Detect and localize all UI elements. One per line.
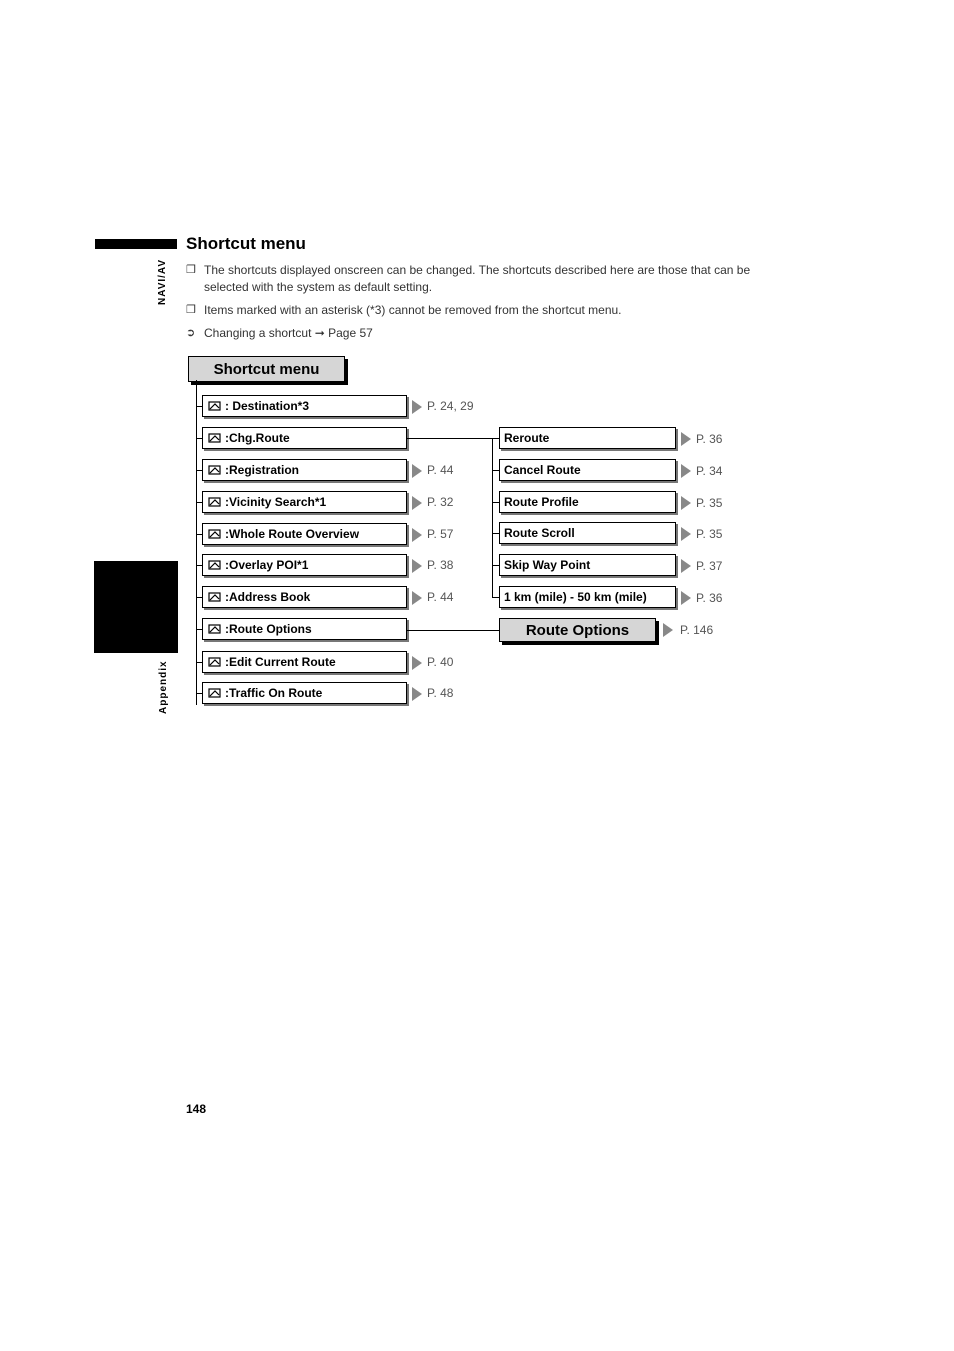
menu-item-label: :Chg.Route [225,431,290,445]
chg-route-icon [207,431,223,445]
ref-arrow [412,559,422,573]
note-bullet: ❒ [186,264,196,276]
page-ref: P. 44 [427,463,454,477]
tree-branch [492,565,499,566]
page-ref: P. 48 [427,686,454,700]
edit-route-icon [207,655,223,669]
connector-chg-route [407,438,493,439]
ref-arrow [681,527,691,541]
page-number: 148 [186,1102,207,1116]
ref-arrow [412,464,422,478]
ref-arrow [681,432,691,446]
menu-item [202,491,407,513]
note-text: Items marked with an asterisk (*3) cannot be removed from the shortcut menu. [204,303,622,317]
whole-route-icon [207,527,223,541]
menu-item [202,618,407,640]
tree-branch [492,470,499,471]
ref-arrow [412,656,422,670]
note-2 [186,302,766,319]
menu-item-label: :Traffic On Route [225,686,323,700]
ref-arrow [681,591,691,605]
submenu-item-label: Skip Way Point [504,558,591,572]
ref-arrow [412,496,422,510]
submenu-item [499,522,676,544]
menu-item-label: :Whole Route Overview [225,527,360,541]
page-ref: P. 32 [427,495,454,509]
page-ref: P. 57 [427,527,454,541]
ref-arrow [681,464,691,478]
submenu-item [499,491,676,513]
menu-item [202,651,407,673]
overlay-poi-icon [207,558,223,572]
side-label-navi: NAVI/AV [157,258,168,305]
submenu-item-label: Route Profile [504,495,579,509]
submenu-item [499,554,676,576]
submenu-item-label: Reroute [504,431,550,445]
submenu-item-label: Cancel Route [504,463,581,477]
note-bullet: ➲ [186,327,196,339]
menu-item [202,554,407,576]
vicinity-search-icon [207,495,223,509]
note-bullet: ❒ [186,304,196,316]
page-ref: P. 37 [696,559,723,573]
page-ref: P. 38 [427,558,454,572]
ref-arrow [681,559,691,573]
address-book-icon [207,590,223,604]
destination-icon [207,399,223,413]
submenu-item [499,427,676,449]
menu-item-label: : Destination*3 [225,399,310,413]
note-text: The shortcuts displayed onscreen can be changed. The shortcuts described here are those that can be selected with the system as default setting. [204,263,751,294]
route-options-box: Route Options [499,618,656,642]
connector-route-options [407,630,499,631]
tree-trunk-left [196,380,197,705]
tree-branch [492,502,499,503]
ref-arrow [412,528,422,542]
note-text: Changing a shortcut ➞ Page 57 [204,326,373,340]
side-block [94,561,178,653]
ref-arrow [412,591,422,605]
submenu-item [499,586,676,608]
ref-arrow [412,687,422,701]
menu-item [202,586,407,608]
route-options-ref: P. 146 [680,623,714,637]
page-title: Shortcut menu [186,234,306,253]
menu-item-label: :Overlay POI*1 [225,558,309,572]
page-ref: P. 35 [696,527,723,541]
submenu-item-label: 1 km (mile) - 50 km (mile) [504,590,647,604]
ref-arrow [412,400,422,414]
side-tab-bar [95,239,177,249]
tree-trunk-right [492,438,493,598]
page-ref: P. 34 [696,464,723,478]
tree-branch [492,438,499,439]
tree-branch [492,533,499,534]
note-3 [186,325,766,342]
menu-item-label: :Vicinity Search*1 [225,495,327,509]
menu-item-label: :Address Book [225,590,311,604]
note-1 [186,262,766,296]
registration-icon [207,463,223,477]
menu-item-label: :Registration [225,463,300,477]
menu-item [202,523,407,545]
page-ref: P. 24, 29 [427,399,474,413]
diagram-header: Shortcut menu [188,356,345,382]
page-ref: P. 44 [427,590,454,604]
menu-item-label: :Edit Current Route [225,655,336,669]
menu-item [202,395,407,417]
menu-item [202,682,407,704]
menu-item-label: :Route Options [225,622,312,636]
page-ref: P. 40 [427,655,454,669]
submenu-item [499,459,676,481]
tree-branch [492,597,499,598]
page-ref: P. 35 [696,496,723,510]
page-ref: P. 36 [696,432,723,446]
traffic-icon [207,686,223,700]
route-options-arrow [663,623,673,637]
submenu-item-label: Route Scroll [504,526,575,540]
page-ref: P. 36 [696,591,723,605]
ref-arrow [681,496,691,510]
side-label-appendix: Appendix [158,660,169,714]
menu-item [202,427,407,449]
menu-item [202,459,407,481]
route-options-icon [207,622,223,636]
